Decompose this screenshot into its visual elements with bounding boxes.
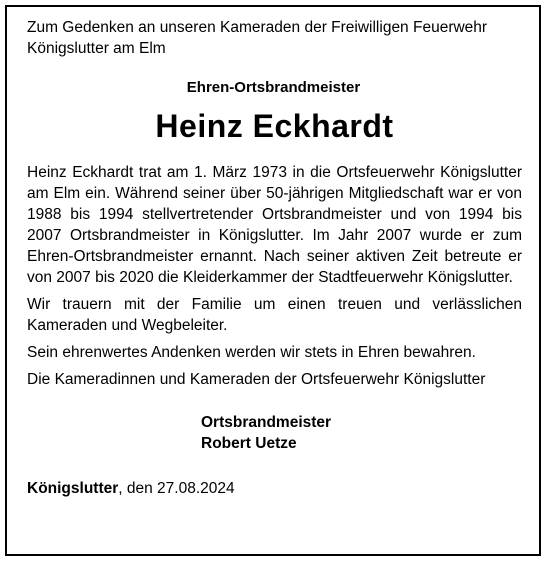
intro-text xyxy=(27,17,522,59)
senders-line: Die Kameradinnen und Kameraden der Ortsfeuerwehr Königslutter xyxy=(27,371,486,388)
remembrance-paragraph: Sein ehrenwertes Andenken werden wir stets in Ehren bewahren. xyxy=(27,344,476,361)
honorary-title: Ehren-Ortsbrandmeister xyxy=(186,79,361,96)
date-text: , den 27.08.2024 xyxy=(118,480,235,497)
signature-title: Ortsbrandmeister xyxy=(201,414,332,431)
intro-line-1: Zum Gedenken an unseren Kameraden der Freiwilligen Feuerwehr xyxy=(27,19,488,36)
mourning-paragraph: Wir trauern mit der Familie um einen treuen und verlässlichen Kameraden und Wegbeleiter. xyxy=(27,296,522,334)
obituary-content xyxy=(27,17,522,499)
intro-line-2: Königslutter am Elm xyxy=(27,40,166,57)
signature-block xyxy=(201,412,522,454)
biography-paragraph: Heinz Eckhardt trat am 1. März 1973 in die Ortsfeuerwehr Königslutter am Elm ein. Während seiner über 50-jährigen Mitgliedschaft war er von 1988 bis 1994 stellvertretender Ortsbrandmeister und von 1994 bis 2007 Ortsbrandmeister in Königslutter. Im Jahr 2007 wurde er zum Ehren-Ortsbrandmeister ernannt. Nach seiner aktiven Zeit betreute er von 2007 bis 2020 die Kleiderkammer der Stadtfeuerwehr Königslutter. xyxy=(27,164,522,286)
signature-name: Robert Uetze xyxy=(201,435,297,452)
deceased-name: Heinz Eckhardt xyxy=(155,108,394,144)
place-date xyxy=(27,478,522,499)
place-city: Königslutter xyxy=(27,480,119,497)
